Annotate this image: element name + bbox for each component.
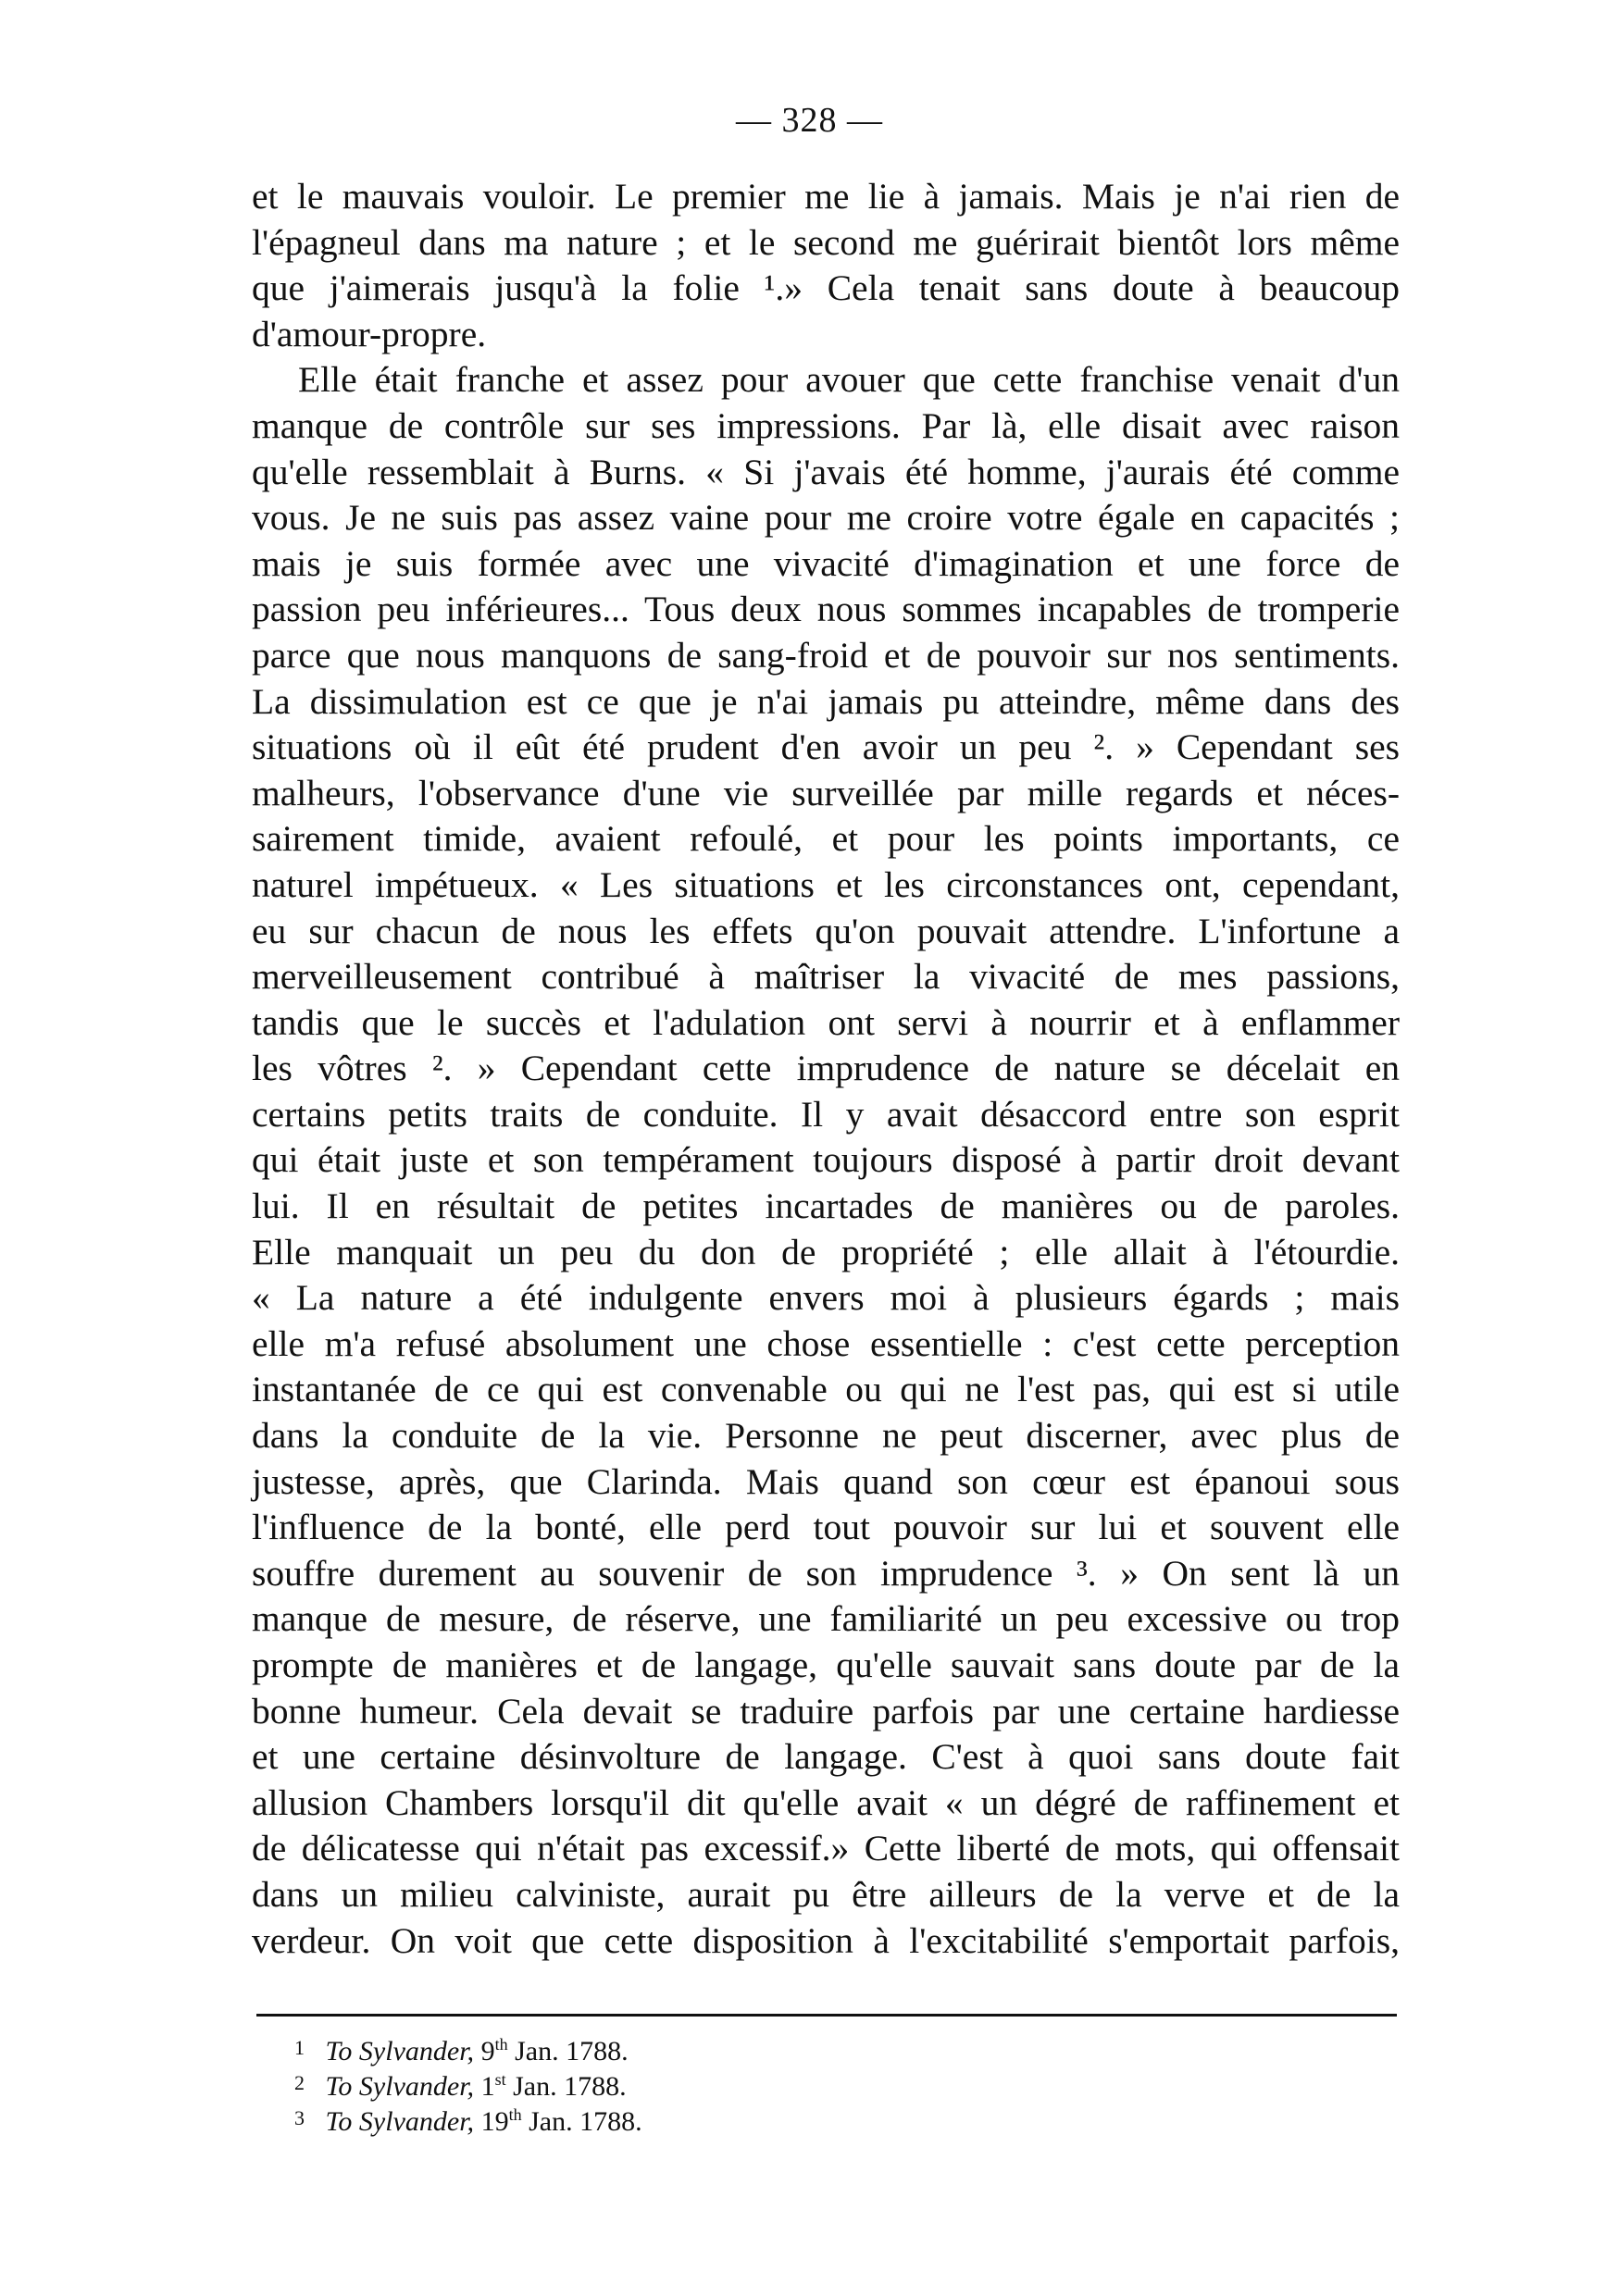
text-line: bonne humeur. Cela devait se traduire parfois par une certaine hardiesse [252, 1690, 1400, 1731]
text-line: et une certaine désinvolture de langage. C'est à quoi sans doute fait [252, 1736, 1400, 1778]
footnote [294, 2069, 1313, 2104]
text-line: l'épagneul dans ma nature ; et le second me guérirait bientôt lors même [252, 221, 1400, 263]
text-line: qui était juste et son tempérament toujours disposé à partir droit devant [252, 1139, 1400, 1181]
body-text [252, 174, 1400, 1964]
footnote-day-suffix: th [494, 2035, 508, 2054]
text-line: manque de contrôle sur ses impressions. Par là, elle disait avec raison [252, 404, 1400, 446]
footnote-title: To Sylvander, [325, 2071, 475, 2102]
text-line: verdeur. On voit que cette disposition à l'excitabilité s'emportait parfois, [252, 1919, 1400, 1961]
text-line: parce que nous manquons de sang-froid et de pouvoir sur nos sentiments. [252, 634, 1400, 676]
footnote-day-suffix: th [508, 2105, 522, 2124]
footnote [294, 2034, 1313, 2069]
footnote-title: To Sylvander, [325, 2106, 475, 2137]
page-number: — 328 — [736, 101, 883, 140]
footnote-number: 3 [294, 2106, 305, 2129]
footnote-date: Jan. 1788. [515, 2036, 629, 2066]
text-line: sairement timide, avaient refoulé, et pour les points importants, ce [252, 818, 1400, 860]
text-line: de délicatesse qui n'était pas excessif.» Cette liberté de mots, qui offensait [252, 1828, 1400, 1869]
footnote-number: 1 [294, 2036, 305, 2059]
footnote-day: 19 [480, 2106, 509, 2137]
text-line: Elle manquait un peu du don de propriété ; elle allait à l'étourdie. [252, 1231, 1400, 1272]
text-line: manque de mesure, de réserve, une familiarité un peu excessive ou trop [252, 1598, 1400, 1640]
text-line: naturel impétueux. « Les situations et les circonstances ont, cependant, [252, 863, 1400, 905]
text-line: merveilleusement contribué à maîtriser la vivacité de mes passions, [252, 956, 1400, 998]
text-line: malheurs, l'observance d'une vie surveillée par mille regards et néces- [252, 772, 1400, 813]
footnote-day: 9 [480, 2036, 495, 2066]
paragraph-start-line: Elle était franche et assez pour avouer que cette franchise venait d'un [298, 359, 1400, 401]
text-line: d'amour-propre. [252, 313, 487, 354]
footnotes [294, 2034, 1313, 2140]
text-line: dans un milieu calviniste, aurait pu être ailleurs de la verve et de la [252, 1873, 1400, 1915]
footnote-number: 2 [294, 2071, 305, 2094]
text-line: elle m'a refusé absolument une chose essentielle : c'est cette perception [252, 1322, 1400, 1364]
text-line: que j'aimerais jusqu'à la folie ¹.» Cela tenait sans doute à beaucoup [252, 267, 1400, 309]
footnote-day: 1 [480, 2071, 495, 2102]
text-line: l'influence de la bonté, elle perd tout pouvoir sur lui et souvent elle [252, 1507, 1400, 1548]
text-line: instantanée de ce qui est convenable ou qui ne l'est pas, qui est si utile [252, 1369, 1400, 1410]
footnote-title: To Sylvander, [325, 2036, 475, 2066]
text-line: tandis que le succès et l'adulation ont servi à nourrir et à enflammer [252, 1001, 1400, 1043]
text-line: qu'elle ressemblait à Burns. « Si j'avais été homme, j'aurais été comme [252, 451, 1400, 492]
text-line: lui. Il en résultait de petites incartades de manières ou de paroles. [252, 1185, 1400, 1227]
footnote [294, 2104, 1313, 2140]
footnote-date: Jan. 1788. [513, 2071, 627, 2102]
text-line: les vôtres ². » Cependant cette imprudence de nature se décelait en [252, 1048, 1400, 1089]
text-line: La dissimulation est ce que je n'ai jamais pu atteindre, même dans des [252, 680, 1400, 722]
text-line: mais je suis formée avec une vivacité d'imagination et une force de [252, 542, 1400, 584]
text-line: certains petits traits de conduite. Il y avait désaccord entre son esprit [252, 1093, 1400, 1135]
text-line: situations où il eût été prudent d'en avoir un peu ². » Cependant ses [252, 726, 1400, 768]
footnote-day-suffix: st [494, 2070, 506, 2089]
text-line: souffre durement au souvenir de son imprudence ³. » On sent là un [252, 1552, 1400, 1594]
text-line: justesse, après, que Clarinda. Mais quand son cœur est épanoui sous [252, 1460, 1400, 1502]
text-line: allusion Chambers lorsqu'il dit qu'elle avait « un dégré de raffinement et [252, 1781, 1400, 1823]
text-line: prompte de manières et de langage, qu'elle sauvait sans doute par de la [252, 1644, 1400, 1685]
footnote-divider [256, 2014, 1397, 2017]
text-line: passion peu inférieures... Tous deux nous sommes incapables de tromperie [252, 589, 1400, 630]
text-line: et le mauvais vouloir. Le premier me lie à jamais. Mais je n'ai rien de [252, 176, 1400, 217]
text-line: « La nature a été indulgente envers moi à plusieurs égards ; mais [252, 1277, 1400, 1319]
text-line: dans la conduite de la vie. Personne ne peut discerner, avec plus de [252, 1415, 1400, 1457]
text-line: eu sur chacun de nous les effets qu'on pouvait attendre. L'infortune a [252, 910, 1400, 951]
text-line: vous. Je ne suis pas assez vaine pour me croire votre égale en capacités ; [252, 497, 1400, 539]
footnote-date: Jan. 1788. [529, 2106, 642, 2137]
